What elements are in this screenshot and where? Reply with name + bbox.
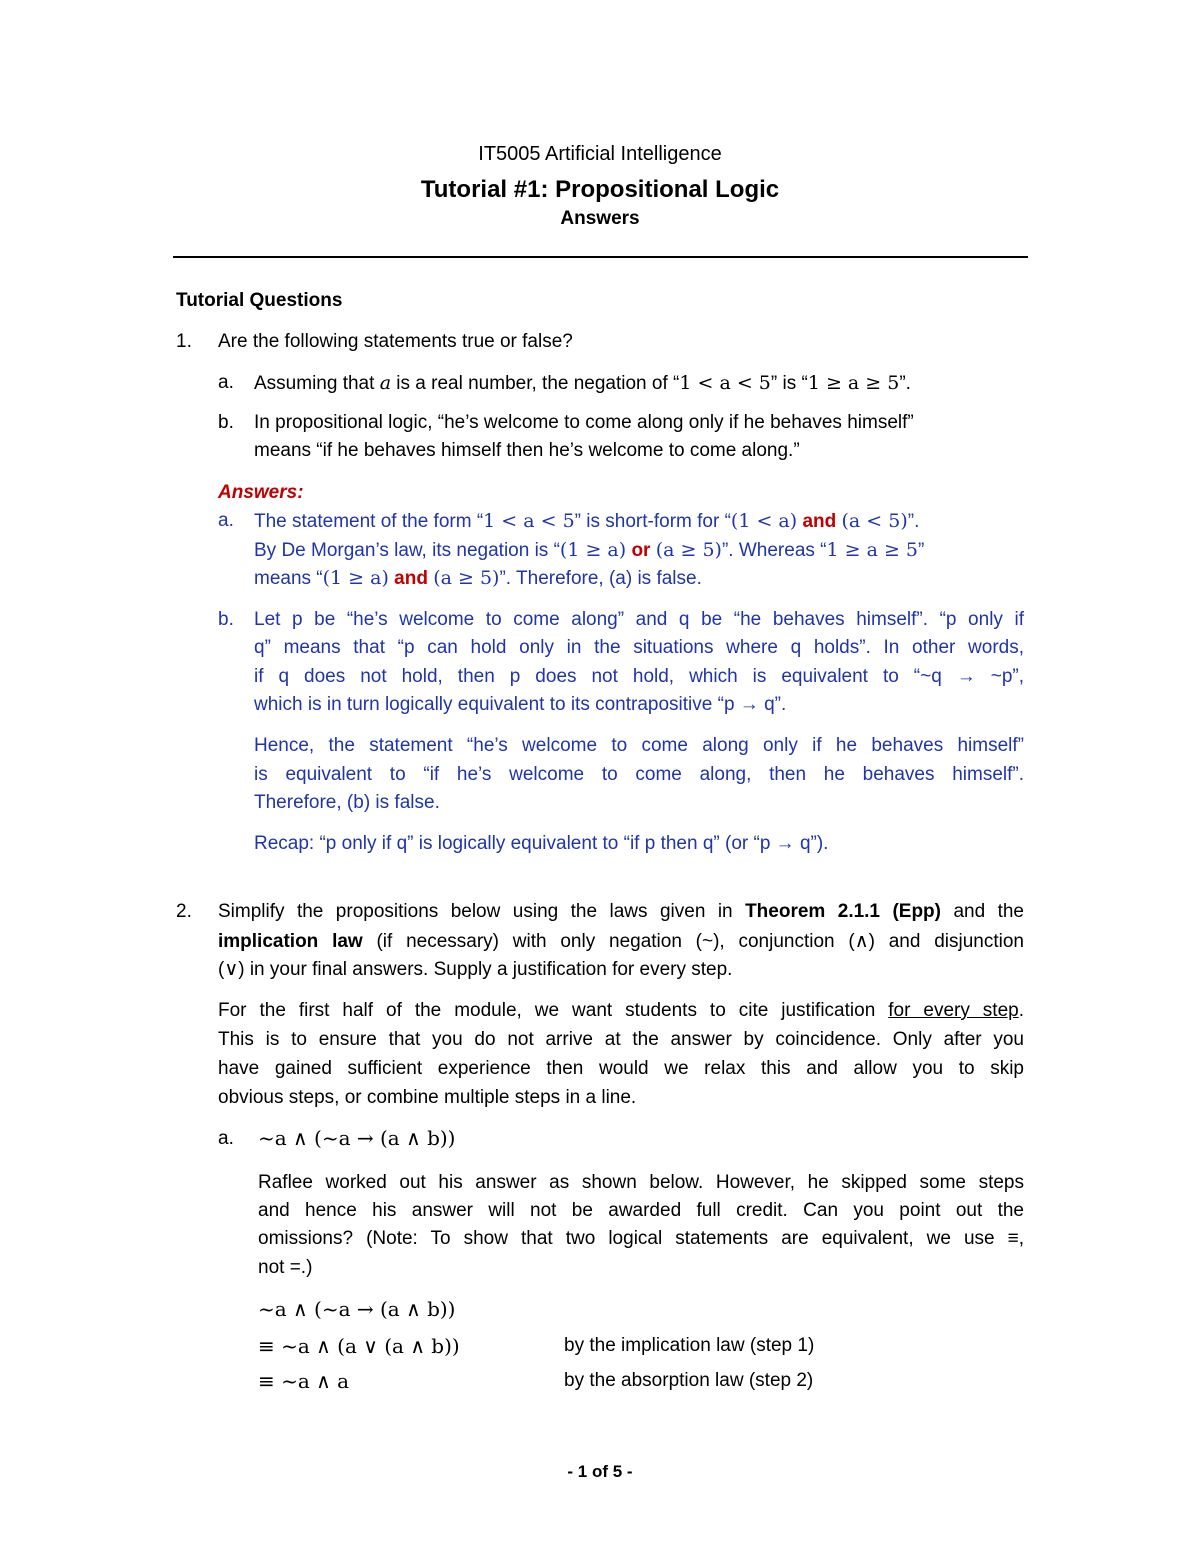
implication-law-reference: implication law — [218, 931, 363, 952]
step-justification: by the absorption law (step 2) — [564, 1370, 814, 1391]
q2-text: (if necessary) with only negation (~), conjunction (∧) and disjunction — [362, 931, 1024, 952]
note-line-2: This is to ensure that you do not arrive at the answer by coincidence. Only after you — [218, 1029, 1024, 1050]
note-line-4: obvious steps, or combine multiple steps in a line. — [218, 1087, 637, 1108]
q1-text: Are the following statements true or false? — [218, 331, 573, 352]
ans-b-line-1: Let p be “he’s welcome to come along” and q be “he behaves himself”. “p only if — [254, 609, 1024, 630]
ans-text: By De Morgan’s law, its negation is “ — [254, 540, 560, 561]
ans-text: The statement of the form “ — [254, 511, 484, 532]
q2-text: Simplify the propositions below using the laws given in — [218, 901, 746, 922]
q1b-line-2: means “if he behaves himself then he’s welcome to come along.” — [254, 440, 800, 461]
hence-line-1: Hence, the statement “he’s welcome to come along only if he behaves himself” — [254, 735, 1024, 756]
recap-line: Recap: “p only if q” is logically equivalent to “if p then q” (or “p → q”). — [254, 833, 829, 854]
note-emphasis: for every step — [888, 1000, 1019, 1021]
section-heading: Tutorial Questions — [176, 290, 343, 311]
raflee-line-1: Raflee worked out his answer as shown below. However, he skipped some steps — [258, 1172, 1024, 1193]
step-expression: ~a ∧ (~a → (a ∧ b)) — [258, 1297, 456, 1321]
hence-line-3: Therefore, (b) is false. — [254, 792, 440, 813]
ans-text: ”. — [907, 511, 920, 532]
q1a-expression: 1 < a < 5 — [679, 372, 771, 394]
q2-line-2 — [218, 930, 1024, 953]
ans-a-label: a. — [218, 510, 234, 531]
ans-expression: (a < 5) — [841, 510, 908, 532]
q1b-line-1: In propositional logic, “he’s welcome to come along only if he behaves himself” — [254, 412, 914, 433]
ans-b-line-3: if q does not hold, then p does not hold, which is equivalent to “~q → ~p”, — [254, 666, 1024, 687]
note-line-3: have gained sufficient experience then would we relax this and allow you to skip — [218, 1058, 1024, 1079]
or-keyword: or — [631, 540, 651, 561]
ans-a-line-3 — [254, 567, 702, 590]
q1a-text — [254, 372, 911, 395]
ans-a-line-1 — [254, 510, 919, 533]
raflee-line-4: not =.) — [258, 1257, 313, 1278]
note-text: . — [1018, 1000, 1024, 1021]
q1b-label: b. — [218, 412, 234, 433]
ans-text: ”. Therefore, (a) is false. — [499, 568, 702, 589]
q1a-expression: 1 ≥ a ≥ 5 — [807, 372, 900, 394]
q2a-label: a. — [218, 1128, 234, 1149]
step-expression: ≡ ~a ∧ a — [258, 1369, 350, 1393]
ans-text: ” — [918, 540, 925, 561]
hence-line-2: is equivalent to “if he’s welcome to come along, then he behaves himself”. — [254, 764, 1024, 785]
q1a-label: a. — [218, 372, 234, 393]
ans-b-line-2: q” means that “p can hold only in the situations where q holds”. In other words, — [254, 637, 1024, 658]
step-justification: by the implication law (step 1) — [564, 1335, 815, 1356]
page-number: - 1 of 5 - — [567, 1462, 633, 1481]
ans-text: ”. Whereas “ — [721, 540, 827, 561]
note-line-1 — [218, 1000, 1024, 1022]
ans-b-line-4: which is in turn logically equivalent to its contrapositive “p → q”. — [254, 694, 787, 715]
q2-line-3: (∨) in your final answers. Supply a justification for every step. — [218, 959, 733, 980]
and-keyword: and — [802, 511, 837, 532]
ans-text: means “ — [254, 568, 323, 589]
ans-expression: 1 < a < 5 — [483, 510, 575, 532]
ans-b-label: b. — [218, 609, 234, 630]
and-keyword: and — [394, 568, 428, 589]
q1a-text-part: Assuming that — [254, 373, 375, 394]
header-divider — [173, 256, 1028, 258]
ans-text: ” is short-form for “ — [574, 511, 731, 532]
raflee-line-3: omissions? (Note: To show that two logical statements are equivalent, we use ≡, — [258, 1228, 1024, 1249]
q2-text: and the — [941, 901, 1025, 922]
q2-line-1 — [218, 901, 1024, 923]
theorem-reference: Theorem 2.1.1 (Epp) — [745, 901, 941, 922]
raflee-line-2: and hence his answer will not be awarded full credit. Can you point out the — [258, 1200, 1024, 1221]
ans-expression: (a ≥ 5) — [655, 539, 722, 561]
q1a-text-part: ” is “ — [770, 373, 808, 394]
ans-expression: (1 ≥ a) — [559, 539, 627, 561]
q2-number: 2. — [176, 901, 192, 922]
q1-number: 1. — [176, 331, 192, 352]
ans-expression: 1 ≥ a ≥ 5 — [826, 539, 919, 561]
q1a-text-part: is a real number, the negation of “ — [396, 373, 680, 394]
page-subtitle: Answers — [560, 208, 640, 229]
ans-expression: (1 < a) — [730, 510, 798, 532]
note-text: For the first half of the module, we want students to cite justification — [218, 1000, 889, 1021]
q1a-text-part: ”. — [899, 373, 911, 394]
q2a-expression: ~a ∧ (~a → (a ∧ b)) — [258, 1126, 456, 1150]
step-expression: ≡ ~a ∧ (a ∨ (a ∧ b)) — [258, 1334, 460, 1358]
course-title: IT5005 Artificial Intelligence — [478, 143, 722, 165]
page-title: Tutorial #1: Propositional Logic — [420, 176, 780, 203]
ans-expression: (1 ≥ a) — [322, 567, 389, 589]
answers-label: Answers: — [218, 482, 304, 503]
ans-expression: (a ≥ 5) — [433, 567, 500, 589]
ans-a-line-2 — [254, 539, 924, 562]
q1a-variable: a — [379, 372, 392, 394]
